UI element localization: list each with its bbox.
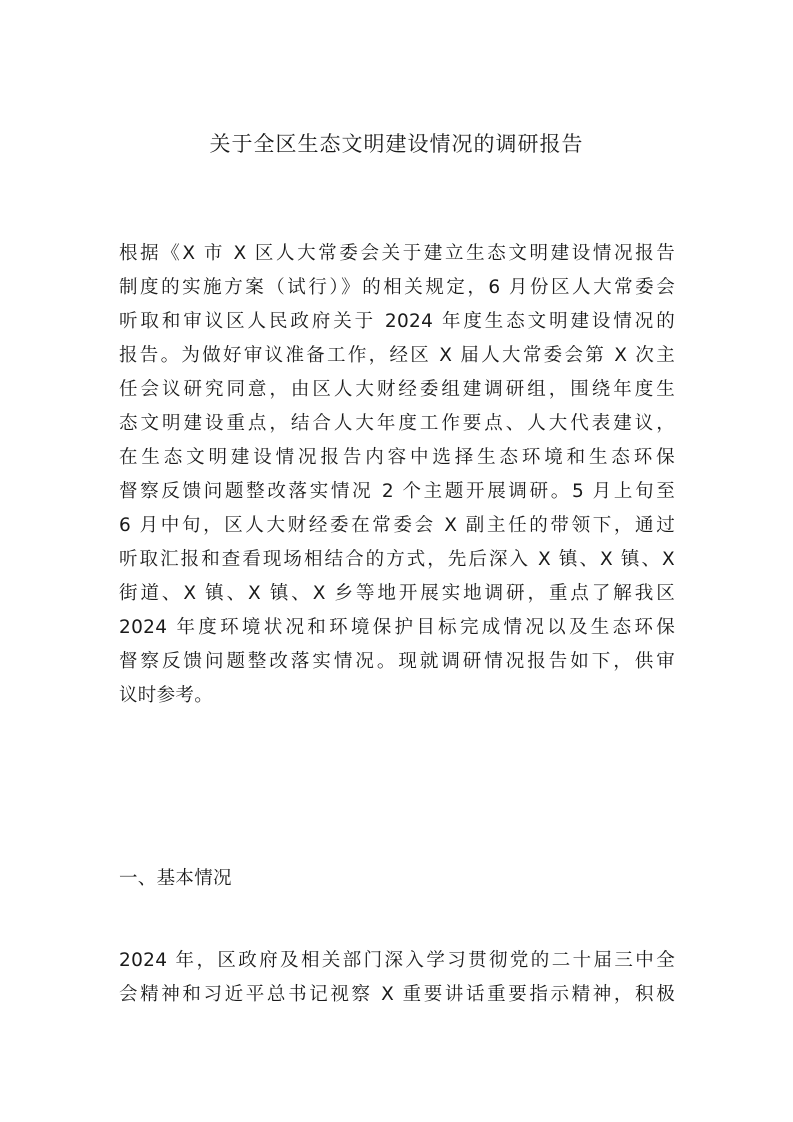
paragraph-line: 会精神和习近平总书记视察 X 重要讲话重要指示精神，积极 (119, 984, 675, 1005)
paragraph-line: 督察反馈问题整改落实情况 2 个主题开展调研。5 月上旬至 (119, 481, 675, 502)
paragraph-line: 听取汇报和查看现场相结合的方式，先后深入 X 镇、X 镇、X (119, 549, 675, 570)
intro-paragraph (119, 237, 675, 713)
paragraph-line: 2024 年，区政府及相关部门深入学习贯彻党的二十届三中全 (119, 950, 675, 971)
paragraph-line: 督察反馈问题整改落实情况。现就调研情况报告如下，供审 (119, 651, 675, 672)
paragraph-line: 在生态文明建设情况报告内容中选择生态环境和生态环保 (119, 447, 675, 468)
section1-paragraph (119, 944, 675, 1012)
section-heading-basic-situation: 一、基本情况 (119, 868, 232, 889)
paragraph-line: 根据《X 市 X 区人大常委会关于建立生态文明建设情况报告 (119, 243, 675, 264)
paragraph-line: 2024 年度环境状况和环境保护目标完成情况以及生态环保 (119, 617, 675, 638)
paragraph-line: 议时参考。 (119, 685, 214, 706)
paragraph-line: 任会议研究同意，由区人大财经委组建调研组，围绕年度生 (119, 379, 675, 400)
paragraph-line: 报告。为做好审议准备工作，经区 X 届人大常委会第 X 次主 (119, 345, 675, 366)
paragraph-line: 6 月中旬，区人大财经委在常委会 X 副主任的带领下，通过 (119, 515, 675, 536)
paragraph-line: 听取和审议区人民政府关于 2024 年度生态文明建设情况的 (119, 311, 675, 332)
paragraph-line: 制度的实施方案（试行）》的相关规定，6 月份区人大常委会 (119, 277, 675, 298)
document-title: 关于全区生态文明建设情况的调研报告 (209, 132, 584, 156)
paragraph-line: 态文明建设重点，结合人大年度工作要点、人大代表建议， (119, 413, 675, 434)
paragraph-line: 街道、X 镇、X 镇、X 乡等地开展实地调研，重点了解我区 (119, 583, 675, 604)
